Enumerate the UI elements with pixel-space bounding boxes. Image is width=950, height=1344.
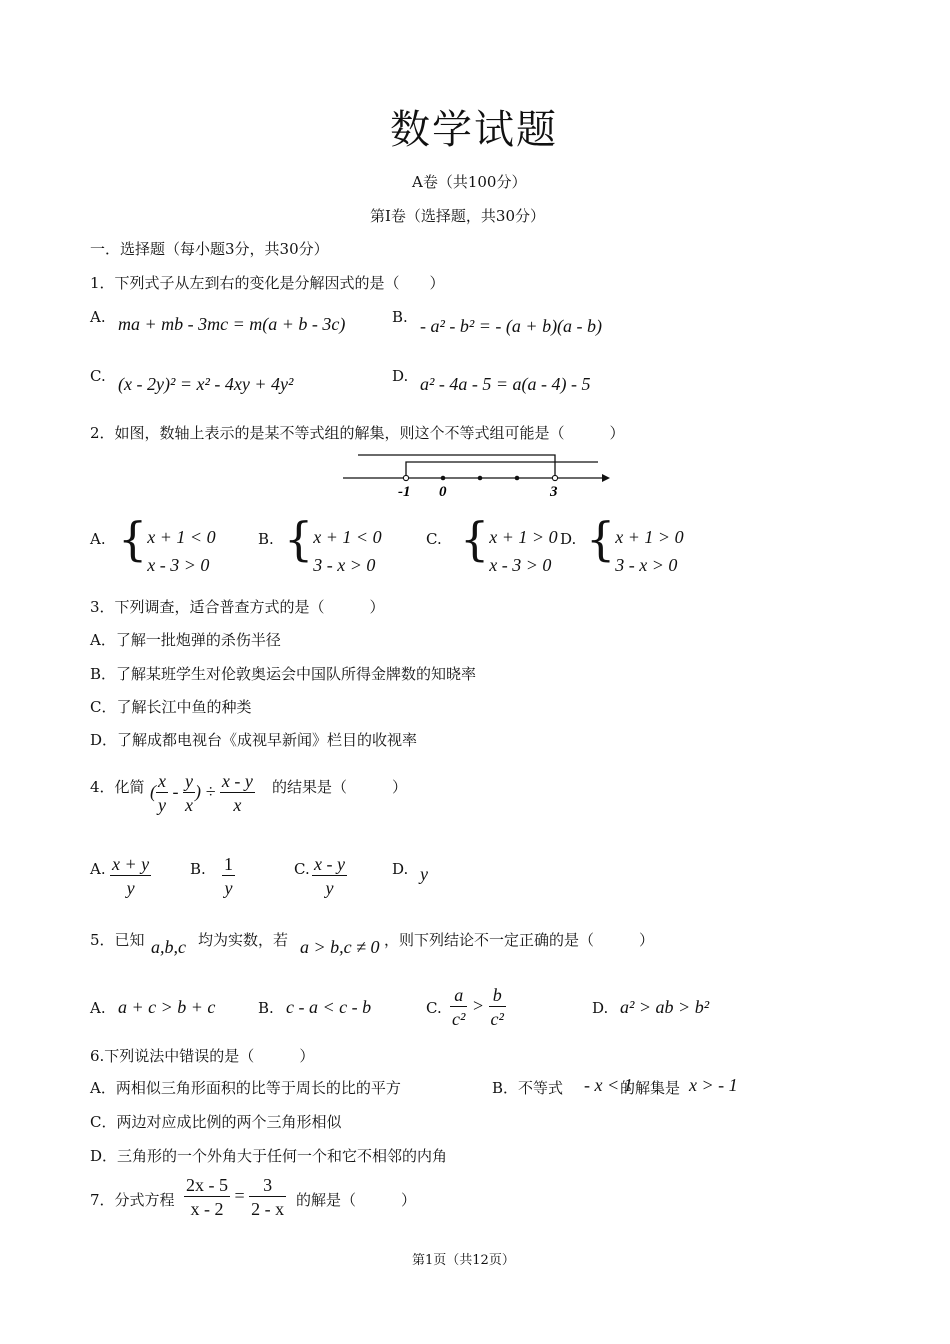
q5-option-d: a² > ab > b² — [620, 997, 710, 1017]
q7-suffix: 的解是（ ） — [296, 1191, 417, 1209]
solution-bracket-1 — [358, 455, 555, 478]
page-footer: 第1页（共12页） — [412, 1253, 515, 1268]
q5-condition: a > b,c ≠ 0 — [300, 937, 380, 957]
q2-c-line2: x - 3 > 0 — [489, 554, 552, 575]
q1-option-b: - a² - b² = - (a + b)(a - b) — [420, 316, 603, 336]
q1-label-d: D. — [392, 367, 409, 385]
q1-option-d: a² - 4a - 5 = a(a - 4) - 5 — [420, 374, 591, 394]
q4-f1-num: x — [158, 771, 166, 791]
q4-option-b: $\frac{1}{y}$ — [224, 854, 233, 898]
q5-label-d: D. — [592, 999, 609, 1017]
q5-option-a: a + c > b + c — [118, 997, 216, 1017]
q2-label-d: D. — [560, 530, 577, 548]
q1-option-c: (x - 2y)² = x² - 4xy + 4y² — [118, 374, 294, 394]
q2-b-line1: x + 1 < 0 — [313, 526, 382, 547]
q5-mid: 均为实数，若 — [198, 931, 289, 949]
q4-option-d: y — [420, 864, 428, 884]
page-title: 数学试题 — [390, 107, 558, 153]
q3-option-a: A．了解一批炮弹的杀伤半径 — [90, 631, 281, 649]
q4-label-b: B. — [190, 860, 206, 878]
q2-label-a: A. — [90, 530, 106, 548]
point-2 — [515, 476, 520, 481]
q2-stem: 2．如图，数轴上表示的是某不等式组的解集，则这个不等式组可能是（ ） — [90, 424, 625, 442]
q2-d-line2: 3 - x > 0 — [615, 554, 678, 575]
q4-label-d: D. — [392, 860, 409, 878]
q4-expression: ( $\frac{x}{y}$ - $\frac{y}{x}$ ) ÷ $\frac{x - y}{x}$ — [150, 771, 253, 815]
q4-prefix: 4．化简 — [90, 778, 145, 796]
q4-suffix: 的结果是（ ） — [272, 778, 408, 796]
q5-label-c: C. — [426, 999, 442, 1017]
q6-stem: 6.下列说法中错误的是（ ） — [90, 1047, 315, 1065]
axis-label-3: 3 — [550, 484, 558, 500]
solution-bracket-2 — [406, 462, 598, 478]
section-heading: 一．选择题（每小题3分，共30分） — [90, 240, 329, 258]
q2-d-line1: x + 1 > 0 — [615, 526, 684, 547]
q7-prefix: 7．分式方程 — [90, 1191, 175, 1209]
q5-vars: a,b,c — [151, 937, 186, 957]
q2-option-b: { x + 1 < 0 3 - x > 0 — [284, 516, 382, 579]
q1-option-a: ma + mb - 3mc = m(a + b - 3c) — [118, 314, 346, 334]
q2-b-line2: 3 - x > 0 — [313, 554, 376, 575]
q6-option-b-inequality: - x < 1 — [584, 1075, 633, 1095]
q6-option-a: A．两相似三角形面积的比等于周长的比的平方 — [90, 1079, 401, 1097]
q4-option-a: $\frac{x + y}{y}$ — [112, 854, 150, 898]
axis-label-0: 0 — [439, 484, 447, 500]
q7-equation: $\frac{2x - 5}{x - 2}$ = $\frac{3}{2 - x}$ — [186, 1175, 285, 1219]
q4-f3-num: x - y — [221, 771, 253, 791]
q2-c-line1: x + 1 > 0 — [489, 526, 558, 547]
q6-option-b-solution: x > - 1 — [689, 1075, 738, 1095]
q5-option-c: $\frac{a}{\text{c²}}$ > $\frac{b}{\text{c²}}$ — [452, 985, 504, 1029]
q6-option-c: C．两边对应成比例的两个三角形相似 — [90, 1113, 342, 1131]
q5-prefix: 5．已知 — [90, 931, 145, 949]
q3-option-d: D．了解成都电视台《成视早新闻》栏目的收视率 — [90, 731, 418, 749]
q5-option-b: c - a < c - b — [286, 997, 372, 1017]
q2-label-b: B. — [258, 530, 274, 548]
q1-label-a: A. — [90, 308, 106, 326]
q3-option-b: B．了解某班学生对伦敦奥运会中国队所得金牌数的知晓率 — [90, 665, 477, 683]
q4-label-a: A. — [90, 860, 106, 878]
q4-f2-den: x — [185, 795, 193, 815]
point-3 — [552, 475, 557, 480]
q5-label-b: B. — [258, 999, 274, 1017]
q1-label-c: C. — [90, 367, 106, 385]
q6-option-d: D．三角形的一个外角大于任何一个和它不相邻的内角 — [90, 1147, 448, 1165]
q5-label-a: A. — [90, 999, 106, 1017]
q2-a-line1: x + 1 < 0 — [147, 526, 216, 547]
q4-f2-num: y — [185, 771, 193, 791]
q6-option-b-mid: 的解集是 — [620, 1079, 681, 1097]
q2-option-c: { x + 1 > 0 x - 3 > 0 — [460, 516, 558, 579]
volume-a-heading: A卷（共100分） — [412, 173, 527, 191]
q4-f1-den: y — [158, 795, 166, 815]
q4-label-c: C. — [294, 860, 310, 878]
q1-label-b: B. — [392, 308, 408, 326]
axis-arrow — [602, 474, 610, 482]
q2-option-d: { x + 1 > 0 3 - x > 0 — [586, 516, 684, 579]
q3-option-c: C．了解长江中鱼的种类 — [90, 698, 252, 716]
q4-f3-den: x — [233, 795, 242, 815]
q2-option-a: { x + 1 < 0 x - 3 > 0 — [118, 516, 216, 579]
axis-label-neg1: -1 — [398, 484, 411, 500]
q3-stem: 3．下列调查，适合普查方式的是（ ） — [90, 598, 385, 616]
point-0 — [441, 476, 446, 481]
q5-suffix: ，则下列结论不一定正确的是（ ） — [384, 931, 655, 949]
q2-a-line2: x - 3 > 0 — [147, 554, 210, 575]
q2-label-c: C. — [426, 530, 442, 548]
part-one-heading: 第Ⅰ卷（选择题，共30分） — [370, 207, 546, 225]
q4-option-c: $\frac{x - y}{y}$ — [314, 854, 345, 898]
q1-stem: 1．下列式子从左到右的变化是分解因式的是（ ） — [90, 274, 445, 292]
point-neg1 — [403, 475, 408, 480]
number-line-figure — [340, 448, 615, 502]
point-1 — [478, 476, 483, 481]
q6-option-b-prefix: B．不等式 — [492, 1079, 564, 1097]
